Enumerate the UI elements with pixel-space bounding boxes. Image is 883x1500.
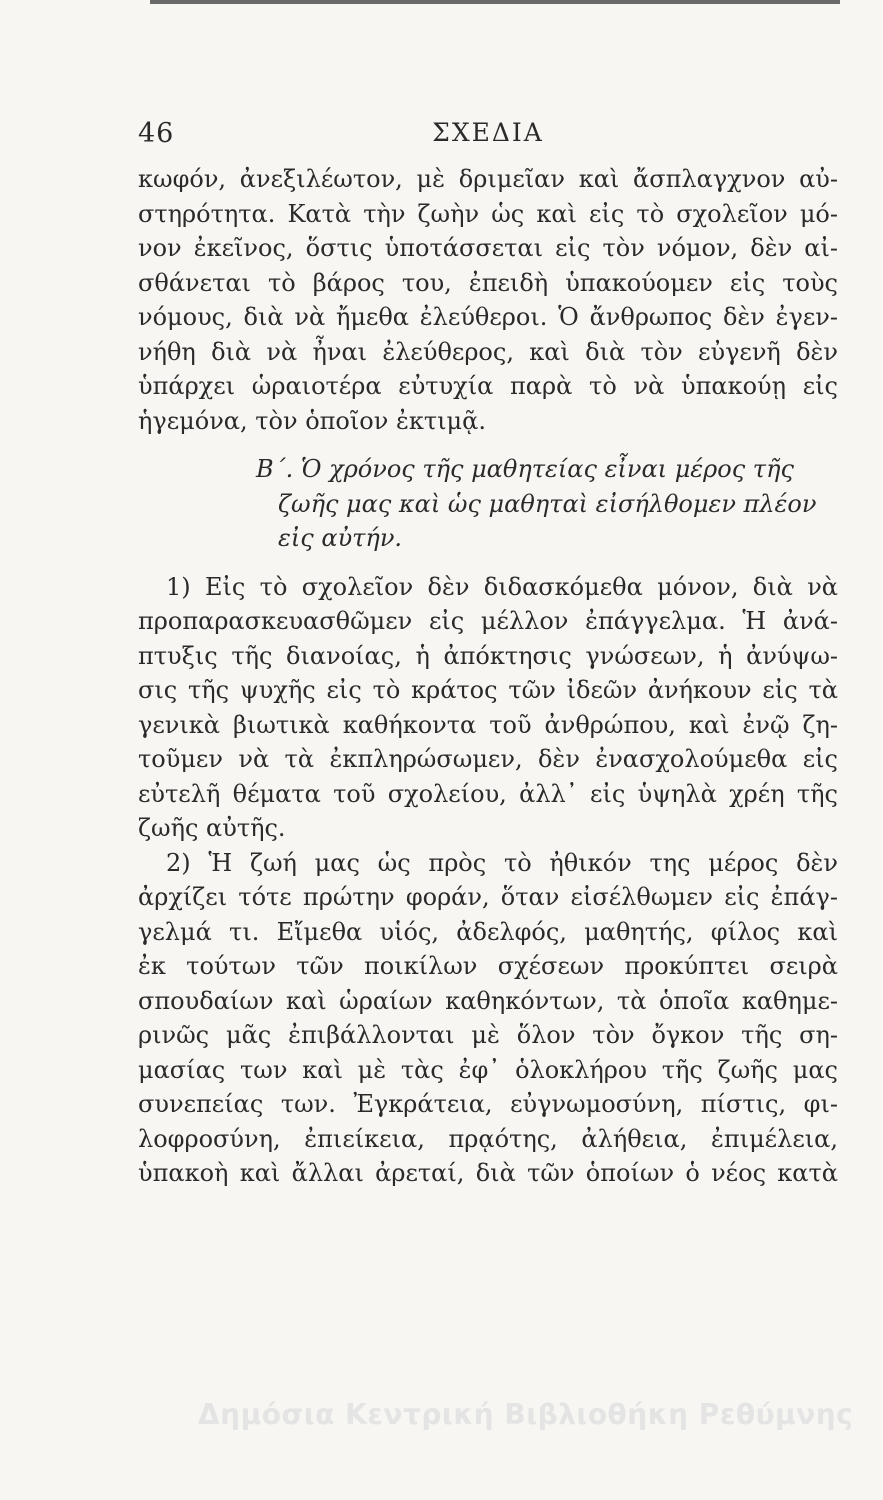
text-line: ζωῆς αὐτῆς. [138, 814, 286, 842]
text-line: μασίας των καὶ μὲ τὰς ἐφ᾽ ὁλοκλήρου τῆς ζωῆς μας [138, 1055, 838, 1084]
heading-line: ζωῆς μας καὶ ὡς μαθηταὶ εἰσήλθομεν πλέον [278, 489, 817, 518]
text-line: νήθη διὰ νὰ ἦναι ἐλεύθερος, καὶ διὰ τὸν εὐγενῆ δὲν [138, 337, 838, 366]
heading-line: εἰς αὐτήν. [278, 524, 403, 552]
text-line: σις τῆς ψυχῆς εἰς τὸ κράτος τῶν ἰδεῶν ἀνήκουν εἰς τὰ [138, 676, 838, 704]
text-line: προπαρασκευασθῶμεν εἰς μέλλον ἐπάγγελμα. Ἡ ἀνά- [138, 607, 838, 635]
text-line: πτυξις τῆς διανοίας, ἡ ἀπόκτησις γνώσεων, ἡ ἀνύψω- [138, 641, 838, 670]
text-line: ὑπακοὴ καὶ ἄλλαι ἀρεταί, διὰ τῶν ὁποίων ὁ νέος κατὰ [138, 1159, 838, 1187]
text-line: 2) Ἡ ζωή μας ὡς πρὸς τὸ ἠθικόν της μέρος δὲν [166, 848, 838, 877]
text-line: νον ἐκεῖνος, ὅστις ὑποτάσσεται εἰς τὸν νόμον, δὲν αἰ- [138, 234, 838, 262]
heading-line: Β΄. Ὁ χρόνος τῆς μαθητείας εἶναι μέρος τῆς [256, 455, 794, 483]
text-line: ἡγεμόνα, τὸν ὁποῖον ἐκτιμᾷ. [138, 406, 486, 435]
text-line: κωφόν, ἀνεξιλέωτον, μὲ δριμεῖαν καὶ ἄσπλαγχνον αὐ- [138, 165, 838, 193]
section-spacer [138, 438, 838, 452]
library-watermark: Δημόσια Κεντρική Βιβλιοθήκη Ρεθύμνης [198, 1398, 854, 1431]
text-line: σπουδαίων καὶ ὡραίων καθηκόντων, τὰ ὁποῖα καθημε- [138, 986, 838, 1015]
text-line: γενικὰ βιωτικὰ καθήκοντα τοῦ ἀνθρώπου, καὶ ἐνῷ ζη- [138, 710, 838, 739]
running-title: ΣΧΕΔΙΑ [432, 118, 544, 147]
text-line: ἀρχίζει τότε πρώτην φοράν, ὅταν εἰσέλθωμεν εἰς ἐπάγ- [138, 883, 838, 911]
section-heading-b [138, 452, 838, 556]
text-line: ἐκ τούτων τῶν ποικίλων σχέσεων προκύπτει σειρὰ [138, 952, 838, 980]
paragraph-2 [138, 570, 838, 846]
text-line: συνεπείας των. Ἐγκράτεια, εὐγνωμοσύνη, πίστις, φι- [138, 1090, 838, 1118]
text-line: εὐτελῆ θέματα τοῦ σχολείου, ἀλλ᾽ εἰς ὑψηλὰ χρέη τῆς [138, 779, 838, 808]
section-spacer [138, 556, 838, 570]
text-line: τοῦμεν νὰ τὰ ἐκπληρώσωμεν, δὲν ἐνασχολούμεθα εἰς [138, 745, 838, 773]
text-line: γελμά τι. Εἴμεθα υἱός, ἀδελφός, μαθητής, φίλος καὶ [138, 917, 838, 946]
top-edge-rule [150, 0, 840, 4]
text-line: ὑπάρχει ὡραιοτέρα εὐτυχία παρὰ τὸ νὰ ὑπακούῃ εἰς [138, 372, 838, 400]
page-body [138, 162, 838, 1191]
page-header [138, 118, 838, 158]
paragraph-1 [138, 162, 838, 438]
text-line: λοφροσύνη, ἐπιείκεια, πρᾳότης, ἀλήθεια, ἐπιμέλεια, [138, 1124, 838, 1153]
page-number: 46 [138, 118, 175, 149]
paragraph-3 [138, 846, 838, 1191]
text-line: ρινῶς μᾶς ἐπιβάλλονται μὲ ὅλον τὸν ὄγκον τῆς ση- [138, 1021, 838, 1049]
text-line: στηρότητα. Κατὰ τὴν ζωὴν ὡς καὶ εἰς τὸ σχολεῖον μό- [138, 199, 838, 228]
text-line: 1) Εἰς τὸ σχολεῖον δὲν διδασκόμεθα μόνον, διὰ νὰ [166, 572, 838, 601]
text-line: νόμους, διὰ νὰ ἤμεθα ἐλεύθεροι. Ὁ ἄνθρωπος δὲν ἐγεν- [138, 303, 838, 331]
text-line: σθάνεται τὸ βάρος του, ἐπειδὴ ὑπακούομεν εἰς τοὺς [138, 268, 838, 297]
